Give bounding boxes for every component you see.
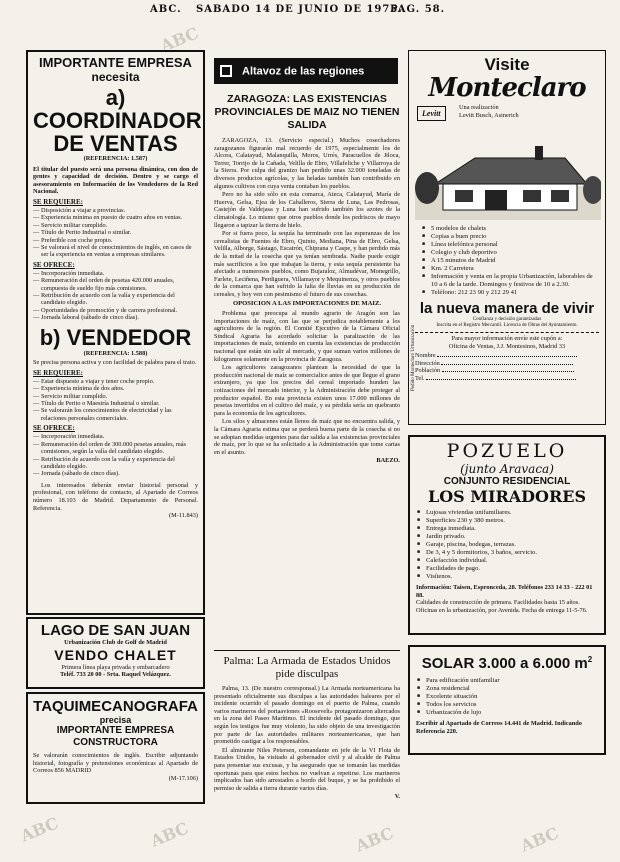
article-paragraph: Por si fuera poco, la sequía ha terminado con las esperanzas de los cerealistas de Fuentes de Ebro, Quinto, Mediana, Pina de Ebro, Gelsa, Velilla, Alborge, Sástago, Escatrón, Chiprana y Caspe, y han perdido más de la mitad de la cosecha que ya tenían sembrada. Nadie puede exigir más sacrificios a los que trabajan la tierra, y esta sequía persistente ha afectado a numerosos pueblos, como Bujaraloz, Almudévar, Monegrillo, Farlete, Leciñena, Perdiguera, Villamayor y Mequinenza, y otros pueblos de la comarca que han sufrido la falta de lluvias en su producción de cereales, y hoy ven con pesimismo el futuro de sus cosechas. [214, 230, 400, 298]
coupon-field[interactable] [415, 367, 599, 375]
ad-info: Información: Taisen, Espronceda, 28. Teléfonos 233 14 33 - 222 01 88. [416, 584, 593, 599]
field-label: Población [415, 367, 441, 375]
ad-monteclaro [408, 50, 606, 425]
list-item: — Disposición a viajar a provincias. [41, 207, 198, 214]
side-caption-text: Pedido Monteclaro Urbanización [411, 324, 416, 391]
list-item: ■ Colegio y club deportivo [431, 249, 599, 257]
field-label: Dirección [415, 359, 440, 367]
field-label: Tel. [415, 374, 425, 382]
ad-company: IMPORTANTE EMPRESA CONSTRUCTORA [56, 725, 175, 748]
ad-title-text: SOLAR 3.000 a 6.000 m [421, 655, 588, 672]
list-item: — Se valorarán los conocimientos de electricidad y las relaciones personales comerciales. [41, 407, 198, 422]
ad-subtitle: (junto Aravaca) [460, 462, 554, 476]
watermark: ABC [147, 818, 192, 851]
chalet-illustration [415, 128, 601, 220]
article-body [214, 137, 400, 465]
section-banner-label: Altavoz de las regiones [242, 65, 365, 78]
ad-title-sup: 2 [587, 655, 593, 664]
list-item: — Preferible con coche propio. [41, 237, 198, 244]
list-item: — Título de Perito o Maestría Industrial o similar. [41, 400, 198, 407]
article-paragraph: Los agricultores zaragozanos plantean la necesidad de que la producción nacional de maíz se comercialice antes de que llegue el grano extranjero, ya que los precios del cereal importado hunden las cotizaciones del mercado interior, y la Administración debe proteger al productor español. En esta provincia existen unos 17.000 millones de pesetas invertidos en el cultivo del maíz, y su pérdida sería un quebranto para la economía de los agricultores. [214, 364, 400, 417]
job-a-requires-label: SE REQUIERE: [33, 197, 83, 206]
list-item: — Remuneración del orden de pesetas 420.000 anuales, compuesta de sueldo fijo más comisiones. [41, 277, 198, 292]
levitt-logo: Levitt [417, 106, 446, 121]
field-label: Nombre [415, 352, 436, 360]
list-item: — Incorporación inmediata. [41, 270, 198, 277]
article-paragraph: Problema que preocupa al mundo agrario de Aragón son las importaciones de maíz, con las que se perjudica notablemente a los agricultores de la región. El Comité Ejecutivo de la Cámara Oficial Sindical Agraria ha acordado solicitar la paralización de las importaciones de maíz, teniendo en cuenta las existencias de producción nacional que están sin salir al mercado, y que suman varios millones de kilogramos solamente en la provincia de Zaragoza. [214, 310, 400, 363]
company-line-2: Levitt Busch, Asinerich [459, 112, 519, 119]
article-body [214, 685, 400, 801]
watermark: ABC [157, 23, 202, 56]
square-icon [220, 65, 232, 77]
ad-code: (M-11.843) [169, 512, 198, 520]
coupon [415, 332, 599, 383]
ad-solar [408, 645, 606, 755]
list-item: — Experiencia mínima en puesto de cuatro años en ventas. [41, 214, 198, 221]
article-subheading: OPOSICION A LAS IMPORTACIONES DE MAIZ. [232, 300, 382, 308]
list-item: ■ 5 modelos de chalets [431, 225, 599, 233]
ad-title: LAGO DE SAN JUAN [40, 622, 191, 639]
ad-pozuelo [408, 435, 606, 635]
list-item: ■ Garaje, piscina, bodegas, terrazas. [426, 541, 598, 549]
list-item: — Incorporación inmediata. [41, 433, 198, 440]
list-item: — Estar dispuesto a viajar y tener coche propio. [41, 378, 198, 385]
ad-line: Primera línea playa privada y embarcadero [61, 663, 170, 671]
page-number: PAG. 58. [390, 4, 446, 15]
list-item: ■ A 15 minutos de Madrid [431, 257, 599, 265]
article-palma [214, 655, 400, 825]
list-item: — Retribución de acuerdo con la valía y experiencia del candidato elegido. [41, 292, 198, 307]
article-headline: ZARAGOZA: LAS EXISTENCIAS PROVINCIALES DE MAIZ NO TIENEN SALIDA [214, 93, 400, 131]
ad-lago-san-juan [26, 617, 205, 689]
list-item: ■ Teléfono: 212 23 90 y 212 29 41 [431, 289, 599, 297]
job-a-ref: (REFERENCIA: 1.587) [83, 155, 148, 162]
list-item: — Servicio militar cumplido. [41, 222, 198, 229]
list-item: ■ Lujosas viviendas unifamiliares. [426, 509, 598, 517]
company-line [415, 104, 599, 126]
list-item: ■ Zona residencial [426, 685, 598, 693]
ad-taquimecanografa [26, 692, 205, 804]
job-ad-closing: Los interesados deberán enviar historial personal y profesional, con teléfono de contacto, al Apartado de Correos número 18.103 de Madrid. Departamento de Personal. Referencia. [33, 481, 198, 512]
coupon-field[interactable] [415, 360, 599, 368]
ad-slogan: la nueva manera de vivir [419, 300, 595, 317]
issue-date: SABADO 14 DE JUNIO DE 1975. [196, 4, 403, 15]
article-byline: BAEZO. [376, 457, 400, 465]
side-caption [411, 261, 421, 401]
list-item: ■ Visítenos. [426, 573, 598, 581]
job-a-intro: El titular del puesto será una persona dinámica, con don de gentes y capacidad de decisión. Dentro y se cargo el asesoramiento en Información de los Vendedores de la Red Nacional. [33, 165, 198, 196]
ad-headline: VENDO CHALET [54, 646, 177, 663]
article-paragraph: Palma, 13. (De nuestro corresponsal.) La Armada norteamericana ha presentado oficialmente sus disculpas a las autoridades baleares por el incidente ocurrido el pasado domingo en el puerto de Palma, cuando varios marineros del portaaviones «Roosevelt» protagonizaron altercados en la zona del Paseo Marítimo. El incidente del pasado domingo, que según los testigos fue muy violento, ha sido objeto de una investigación por parte de las autoridades militares norteamericanas, que han prometido castigar a los responsables. [214, 685, 400, 746]
ad-visite: Visite [484, 55, 530, 74]
list-item: ■ Facilidades de pago. [426, 565, 598, 573]
list-item: ■ De 3, 4 y 5 dormitorios, 3 baños, servicio. [426, 549, 598, 557]
ad-conjunto: CONJUNTO RESIDENCIAL [443, 476, 571, 487]
ad-contact: Teléf. 733 20 00 - Srta. Raquel Velázquez. [60, 671, 171, 679]
job-b-heading: b) VENDEDOR [39, 324, 192, 350]
coupon-intro: Para mayor información envíe este cupón a: [451, 335, 563, 342]
ad-closing: Escribir al Apartado de Correos 14.441 de Madrid. Indicando Referencia 220. [416, 720, 582, 735]
ad-code: (M-17.106) [168, 774, 198, 782]
list-item: ■ Urbanización de lujo [426, 709, 598, 717]
ad-name: LOS MIRADORES [427, 487, 587, 506]
ad-title: POZUELO [446, 440, 568, 462]
list-item: ■ Información y venta en la propia Urbanización, laborables de 10 a 6 de la tarde. Domingos y festivos de 10 a 2.30. [431, 273, 599, 289]
job-a-heading: a) COORDINADOR DE VENTAS [33, 85, 202, 156]
list-item: — Oportunidades de promoción y de carrera profesional. [41, 307, 198, 314]
paper-name: ABC. [150, 4, 182, 15]
list-item: — Se valorará el nivel de conocimientos de inglés, en casos de ser la experiencia en ventas a empresas similares. [41, 244, 198, 259]
ad-fineprint: Inscrita en el Registro Mercantil. Licencia de Obras del Ayuntamiento. [436, 323, 578, 328]
job-b-intro: Se precisa persona activa y con facilidad de palabra para el trato. [33, 359, 197, 367]
article-paragraph: El almirante Niles Petersen, comandante en jefe de la VI Flota de Estados Unidos, ha visitado al gobernador civil y al alcalde de Palma para presentar sus excusas, y ha asegurado que se tomarán las medidas oportunas para que estos hechos no vuelvan a repetirse. Los marineros implicados han sido arrestados a bordo del buque, y se ha prohibido el permiso de salida a tierra durante varios días. [214, 746, 400, 792]
coupon-field[interactable] [415, 352, 599, 360]
coupon-field[interactable] [415, 375, 599, 383]
watermark: ABC [17, 813, 62, 846]
watermark: ABC [517, 823, 562, 856]
list-item: ■ Jardín privado. [426, 533, 598, 541]
coupon-address: Oficina de Ventas, J.J. Montesinos, Madrid 33 [448, 342, 566, 350]
ad-brand: Monteclaro [428, 73, 586, 103]
list-item: ■ Km. 2 Carretera [431, 265, 599, 273]
company-line-1: Una realización [459, 104, 499, 111]
watermark: ABC [352, 823, 397, 856]
ad-needs: necesita [91, 70, 140, 84]
list-item: — Remuneración del orden de 300.000 pesetas anuales, más comisiones, según la valía del candidato elegido. [41, 441, 198, 456]
article-paragraph: Los silos y almacenes están llenos de maíz que no encuentra salida, y la Cámara Agraria estima que se perderá buena parte de la cosecha si no se adoptan medidas urgentes para dar salida a las existencias provinciales de maíz, por lo que se ha solicitado a la Administración que tome cartas en el asunto. [214, 418, 400, 456]
job-b-ref: (REFERENCIA: 1.588) [83, 349, 148, 357]
ad-title [416, 651, 598, 673]
list-item: ■ Excelente situación [426, 693, 598, 701]
ad-title: TAQUIMECANOGRAFA [33, 698, 198, 715]
divider [214, 650, 400, 651]
ad-extra: Calidades de construcción de primera. Facilidades hasta 15 años. Oficinas en la urbanización, por Avenida. Fecha de entrega 11-5-76. [416, 599, 588, 614]
list-item: — Experiencia mínima de dos años. [41, 385, 198, 392]
list-item: ■ Superficies 230 y 380 metros. [426, 517, 598, 525]
article-paragraph: ZARAGOZA, 13. (Servicio especial.) Muchos cosechadores zaragozanos figurarán mal recuerdo de 1975, especialmente los de Alcora, Calatayud, Malanquilla, Moros, Urrés, Paracuellos de Jiloca, Terrer, Torrijo de la Cañada, Velilla de Ebro, Villafeliche y Villarroya de la Sierra. Por culpa del granizo han perdido unas 32.000 toneladas de diversos productos agrícolas, y las heladas también han contribuido en algunos cultivos con cuya venta contaban los pueblos. [214, 137, 400, 190]
list-item: — Jornada (sábado de cinco días). [41, 470, 198, 477]
list-item: ■ Copias a buen precio [431, 233, 599, 241]
list-item: ■ Calefacción individual. [426, 557, 598, 565]
list-item: ■ Todos los servicios [426, 701, 598, 709]
list-item: — Título de Perito Industrial o similar. [41, 229, 198, 236]
job-a-offers-label: SE OFRECE: [33, 260, 75, 269]
list-item: — Servicio militar cumplido. [41, 393, 198, 400]
list-item: — Retribución de acuerdo con la valía y experiencia del candidato elegido. [41, 456, 198, 471]
article-zaragoza [214, 93, 400, 649]
list-item: ■ Línea telefónica personal [431, 241, 599, 249]
ad-precisa: precisa [99, 715, 132, 725]
article-headline: Palma: La Armada de Estados Unidos pide disculpas [223, 655, 391, 680]
article-paragraph: Pero no ha sido sólo en esta comarca, Ateca, Calatayud, María de Huerva, Gelsa, Ejea de los Caballeros, Sierra de Luna, Las Pedrosas, Castejón de Valdejasa y Luna han sufrido también los azotes de la climatología. Lo mismo que otros pueblos donde los pedriscos de mayo llegaron a tapizar la tierra de hielo. [214, 191, 400, 229]
job-ad-empresa [26, 50, 205, 615]
job-b-offers-label: SE OFRECE: [33, 424, 75, 433]
page-header [0, 4, 620, 22]
list-item: ■ Entrega inmediata. [426, 525, 598, 533]
ad-tagline: Confianza y decisión garantizadas [472, 317, 542, 322]
ad-title: IMPORTANTE EMPRESA [39, 55, 192, 70]
ad-subtitle: Urbanización Club de Golf de Madrid [64, 639, 167, 646]
ad-body: Se valorarán conocimientos de inglés. Escribir adjuntando historial, fotografía y pretensiones económicas al Apartado de Correos 856 MADRID [33, 752, 198, 775]
section-banner [214, 58, 398, 84]
job-b-requires-label: SE REQUIERE: [33, 368, 83, 377]
list-item: ■ Para edificación unifamiliar [426, 677, 598, 685]
list-item: — Jornada laboral (sábado de cinco días). [41, 314, 198, 321]
article-byline: V. [394, 793, 400, 801]
